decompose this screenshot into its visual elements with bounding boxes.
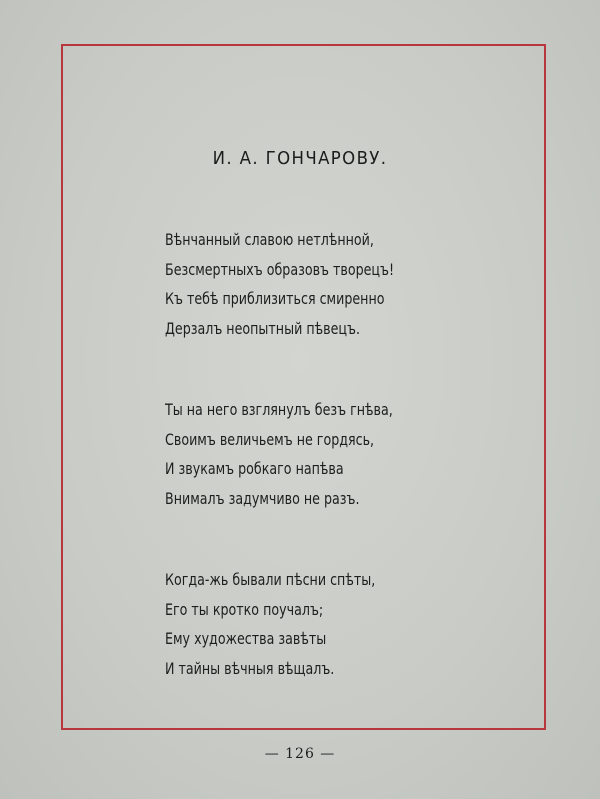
stanza-3 [165, 565, 404, 683]
page-number: — 126 — [264, 746, 336, 762]
poem-line: Безсмертныхъ образовъ творецъ! [165, 259, 395, 279]
poem-line: Внималъ задумчиво не разъ. [165, 488, 360, 508]
poem-line: Къ тебѣ приблизиться смиренно [165, 289, 385, 308]
poem-line: Дерзалъ неопытный пѣвецъ. [165, 318, 361, 338]
poem-title: И. А. ГОНЧАРОВУ. [212, 148, 388, 169]
poem-line: Ему художества завѣты [165, 629, 327, 648]
poem-line: Вѣнчанный славою нетлѣнной, [165, 230, 374, 249]
poem-line: Его ты кротко поучалъ; [165, 599, 324, 619]
poem-line: И звукамъ робкаго напѣва [165, 459, 344, 478]
stanza-2 [165, 395, 424, 513]
poem-line: И тайны вѣчныя вѣщалъ. [165, 658, 335, 678]
poem-line: Ты на него взглянулъ безъ гнѣва, [165, 400, 393, 419]
poem-line: Когда-жь бывали пѣсни спѣты, [165, 570, 376, 589]
poem-line: Своимъ величьемъ не гордясь, [165, 429, 375, 449]
stanza-1 [165, 225, 425, 343]
